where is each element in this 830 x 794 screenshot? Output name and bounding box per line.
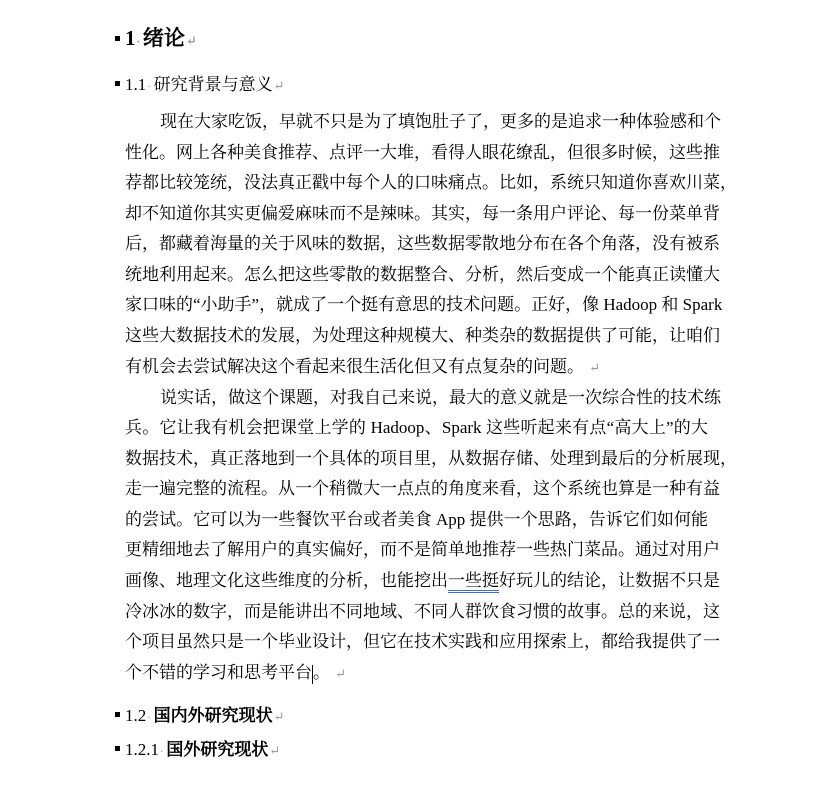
text-line: 荐都比较笼统，没法真正戳中每个人的口味痛点。比如，系统只知道你喜欢川菜，	[125, 173, 737, 192]
text-line: 家口味的“小助手”，就成了一个挺有意思的技术问题。正好，像 Hadoop 和 Spark	[125, 295, 723, 314]
text-line: 这些大数据技术的发展，为处理这种规模大、种类杂的数据提供了可能，让咱们	[125, 326, 720, 345]
text-line: 的尝试。它可以为一些餐饮平台或者美食 App 提供一个思路，告诉它们如何能	[125, 510, 708, 529]
list-bullet-icon	[115, 746, 120, 751]
text-line: 却不知道你其实更偏爱麻味而不是辣味。其实，每一条用户评论、每一份菜单背	[125, 204, 720, 223]
heading-1	[115, 22, 197, 52]
text: 。	[313, 663, 330, 682]
text-line: 兵。它让我有机会把课堂上学的 Hadoop、Spark 这些听起来有点“高大上”的大	[125, 418, 708, 437]
text-line: 更精细地去了解用户的真实偏好，而不是简单地推荐一些热门菜品。通过对用户	[125, 540, 720, 559]
space-mark: ·	[147, 713, 151, 724]
text-line: 走一遍完整的流程。从一个稍微大一点点的角度来看，这个系统也算是一种有益	[125, 479, 720, 498]
text-line: 后，都藏着海量的关于风味的数据，这些数据零散地分布在各个角落，没有被系	[125, 234, 720, 253]
list-bullet-icon	[115, 36, 120, 41]
text-line: 数据技术，真正落地到一个具体的项目里，从数据存储、处理到最后的分析展现，	[125, 449, 737, 468]
heading-number: 1.2	[125, 706, 147, 725]
paragraph-mark-icon: ↵	[185, 33, 197, 48]
text-line: 冷冰冰的数字，而是能讲出不同地域、不同人群饮食习惯的故事。总的来说，这	[125, 602, 720, 621]
space-mark: ·	[147, 82, 151, 93]
heading-1-2	[115, 701, 285, 726]
space-mark: ·	[160, 747, 164, 758]
text: 画像、地理文化这些维度的分析，也能挖出	[125, 571, 448, 590]
list-bullet-icon	[115, 81, 120, 86]
text-line: 说实话，做这个课题，对我自己来说，最大的意义就是一次综合性的技术练	[160, 388, 721, 407]
text: 好玩儿的结论，让数据不只是	[499, 571, 720, 590]
text: 个不错的学习和思考平台	[125, 663, 312, 682]
space-mark: ·	[136, 37, 140, 48]
heading-number: 1.1	[125, 75, 147, 94]
paragraph-mark-icon: ↵	[589, 360, 601, 375]
heading-number: 1	[125, 26, 136, 50]
paragraph-mark-icon: ↵	[273, 709, 285, 724]
text-line: 统地利用起来。怎么把这些零散的数据整合、分析，然后变成一个能真正读懂大	[125, 265, 720, 284]
heading-title: 绪论	[142, 26, 185, 50]
heading-1-2-1	[115, 735, 280, 760]
heading-title: 国内外研究现状	[153, 706, 273, 725]
text-line-last	[125, 355, 708, 379]
text-line: 个项目虽然只是一个毕业设计，但它在技术实践和应用探索上，都给我提供了一	[125, 632, 720, 651]
list-bullet-icon	[115, 712, 120, 717]
paragraph-mark-icon: ↵	[273, 78, 285, 93]
heading-number: 1.2.1	[125, 740, 159, 759]
heading-title: 研究背景与意义	[153, 75, 273, 94]
paragraph-mark-icon: ↵	[269, 743, 281, 758]
heading-1-1	[115, 70, 285, 95]
grammar-underline[interactable]: 一些挺	[448, 571, 499, 593]
text-line-last	[125, 661, 708, 685]
paragraph-mark-icon: ↵	[335, 666, 347, 681]
text-line: 现在大家吃饭，早就不只是为了填饱肚子了，更多的是追求一种体验感和个	[160, 112, 721, 131]
text: 有机会去尝试解决这个看起来很生活化但又有点复杂的问题。	[125, 357, 584, 376]
text-line: 性化。网上各种美食推荐、点评一大堆，看得人眼花缭乱，但很多时候，这些推	[125, 143, 720, 162]
heading-title: 国外研究现状	[166, 740, 269, 759]
text-line	[125, 569, 720, 593]
